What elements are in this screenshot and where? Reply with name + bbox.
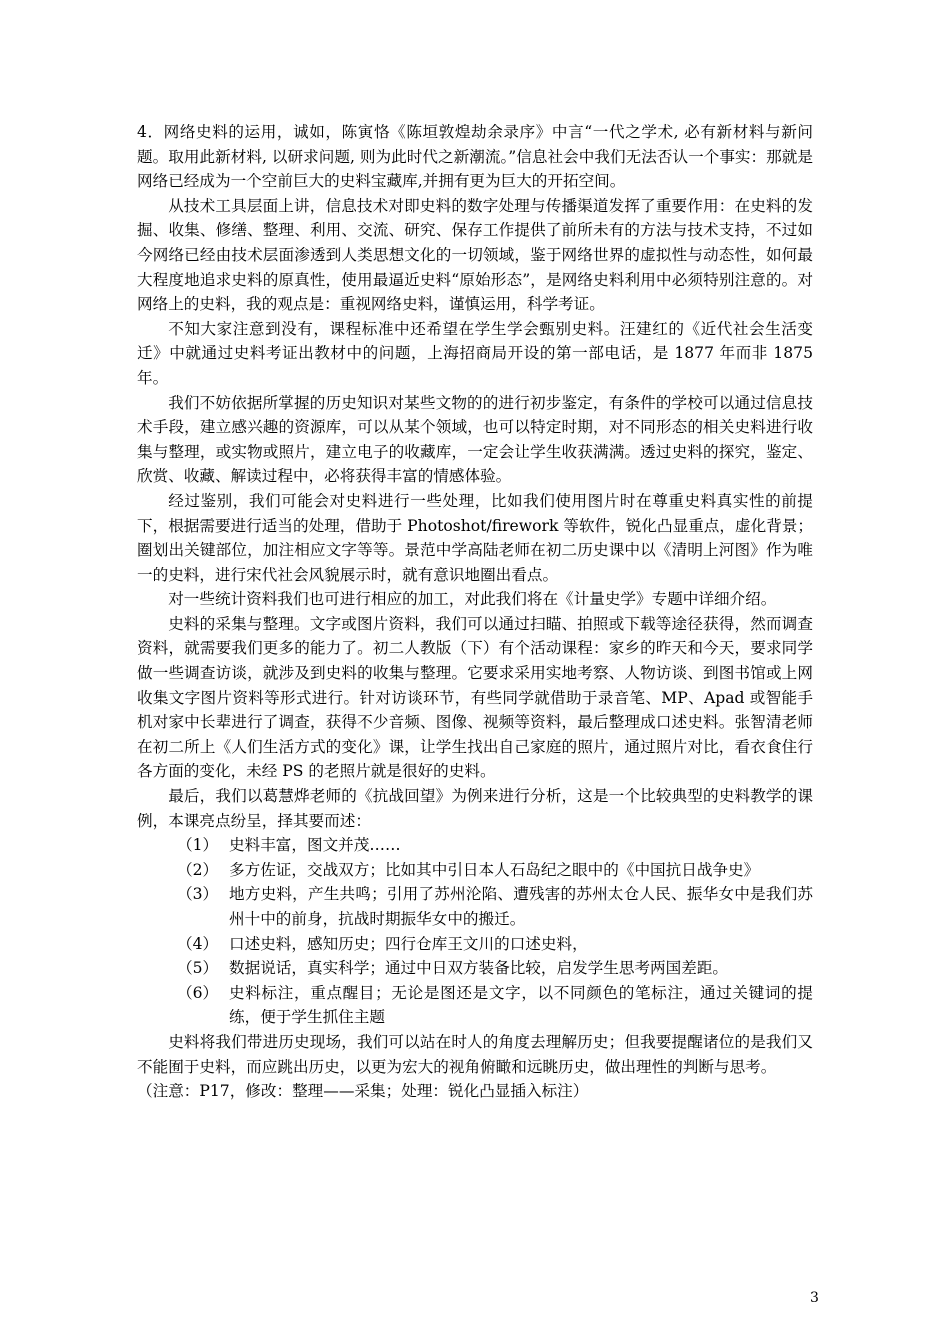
paragraph-network-sources: 4．网络史料的运用，诚如，陈寅恪《陈垣敦煌劫余录序》中言“一代之学术, 必有新材料与新问题。取用此新材料, 以研求问题, 则为此时代之新潮流。”信息社会中我们无法否认一个事实：那就是网络已经成为一个空前巨大的史料宝藏库,并拥有更为巨大的开拓空间。 <box>137 123 813 191</box>
editor-note: （注意：P17，修改：整理——采集；处理：锐化凸显插入标注） <box>137 1082 589 1101</box>
list-item-number: （4） <box>177 934 219 953</box>
list-item <box>137 956 813 981</box>
paragraph-technology: 从技术工具层面上讲，信息技术对即史料的数字处理与传播渠道发挥了重要作用：在史料的发掘、收集、修缮、整理、利用、交流、研究、保存工作提供了前所未有的方法与技术支持，不过如今网络已经由技术层面渗透到人类思想文化的一切领域，鉴于网络世界的虚拟性与动态性，如何最大程度地追求史料的原真性，使用最逼近史料“原始形态”，是网络史料利用中必须特别注意的。对网络上的史料，我的观点是：重视网络史料，谨慎运用，科学考证。 <box>137 196 813 314</box>
paragraph-source-criticism: 不知大家注意到没有，课程标准中还希望在学生学会甄别史料。汪建红的《近代社会生活变迁》中就通过史料考证出教材中的问题，上海招商局开设的第一部电话，是 1877 年而非 1875 年。 <box>137 319 813 387</box>
list-item-number: （2） <box>177 860 219 879</box>
list-item <box>137 932 813 957</box>
paragraph-closing: 史料将我们带进历史现场，我们可以站在时人的角度去理解历史；但我要提醒诸位的是我们又不能囿于史料，而应跳出历史，以更为宏大的视角俯瞰和远眺历史，做出理性的判断与思考。 <box>137 1032 813 1076</box>
list-item-number: （3） <box>177 885 219 904</box>
list-item-number: （1） <box>177 836 219 855</box>
list-item-text: 地方史料，产生共鸣；引用了苏州沦陷、遭残害的苏州太仓人民、振华女中是我们苏州十中的前身，抗战时期振华女中的搬迁。 <box>229 885 813 928</box>
list-item-number: （6） <box>177 983 219 1002</box>
list-item-text: 数据说话，真实科学；通过中日双方装备比较，启发学生思考两国差距。 <box>229 959 729 978</box>
list-item <box>137 981 813 1030</box>
paragraph-statistics: 对一些统计资料我们也可进行相应的加工，对此我们将在《计量史学》专题中详细介绍。 <box>168 590 777 609</box>
highlights-list <box>137 833 813 1030</box>
body-text <box>137 120 813 1104</box>
list-item <box>137 858 813 883</box>
paragraph-relic-identification: 我们不妨依据所掌握的历史知识对某些文物的的进行初步鉴定，有条件的学校可以通过信息技术手段，建立感兴趣的资源库，可以从某个领域，也可以特定时期，对不同形态的相关史料进行收集与整理，或实物或照片，建立电子的收藏库，一定会让学生收获满满。透过史料的探究，鉴定、欣赏、收藏、解读过程中，必将获得丰富的情感体验。 <box>137 393 813 486</box>
paragraph-collection: 史料的采集与整理。文字或图片资料，我们可以通过扫瞄、拍照或下载等途径获得，然而调查资料，就需要我们更多的能力了。初二人教版（下）有个活动课程：家乡的昨天和今天，要求同学做一些调查访谈，就涉及到史料的收集与整理。它要求采用实地考察、人物访谈、到图书馆或上网收集文字图片资料等形式进行。针对访谈环节，有些同学就借助于录音笔、MP、Apad 或智能手机对家中长辈进行了调查，获得不少音频、图像、视频等资料，最后整理成口述史料。张智清老师在初二所上《人们生活方式的变化》课，让学生找出自己家庭的照片，通过照片对比，看衣食住行各方面的变化，未经 PS 的老照片就是很好的史料。 <box>137 614 813 781</box>
list-item <box>137 833 813 858</box>
list-item-text: 口述史料，感知历史；四行仓库王文川的口述史料， <box>229 934 588 953</box>
list-item-text: 多方佐证，交战双方；比如其中引日本人石岛纪之眼中的《中国抗日战争史》 <box>229 860 760 879</box>
list-item-text: 史料丰富，图文并茂…… <box>229 836 401 855</box>
paragraph-case-study: 最后，我们以葛慧烨老师的《抗战回望》为例来进行分析，这是一个比较典型的史料教学的课例，本课亮点纷呈，择其要而述： <box>137 787 813 830</box>
list-item <box>137 882 813 931</box>
list-item-number: （5） <box>177 959 219 978</box>
list-item-text: 史料标注，重点醒目；无论是图还是文字，以不同颜色的笔标注，通过关键词的提练，便于学生抓住主题 <box>229 983 813 1027</box>
paragraph-image-processing: 经过鉴别，我们可能会对史料进行一些处理，比如我们使用图片时在尊重史料真实性的前提下，根据需要进行适当的处理，借助于 Photoshot/firework 等软件，锐化凸显重点，虚化背景；圈划出关键部位，加注相应文字等等。景范中学高陆老师在初二历史课中以《清明上河图》作为唯一的史料，进行宋代社会风貌展示时，就有意识地圈出看点。 <box>137 491 813 584</box>
page-number: 3 <box>810 1290 819 1306</box>
